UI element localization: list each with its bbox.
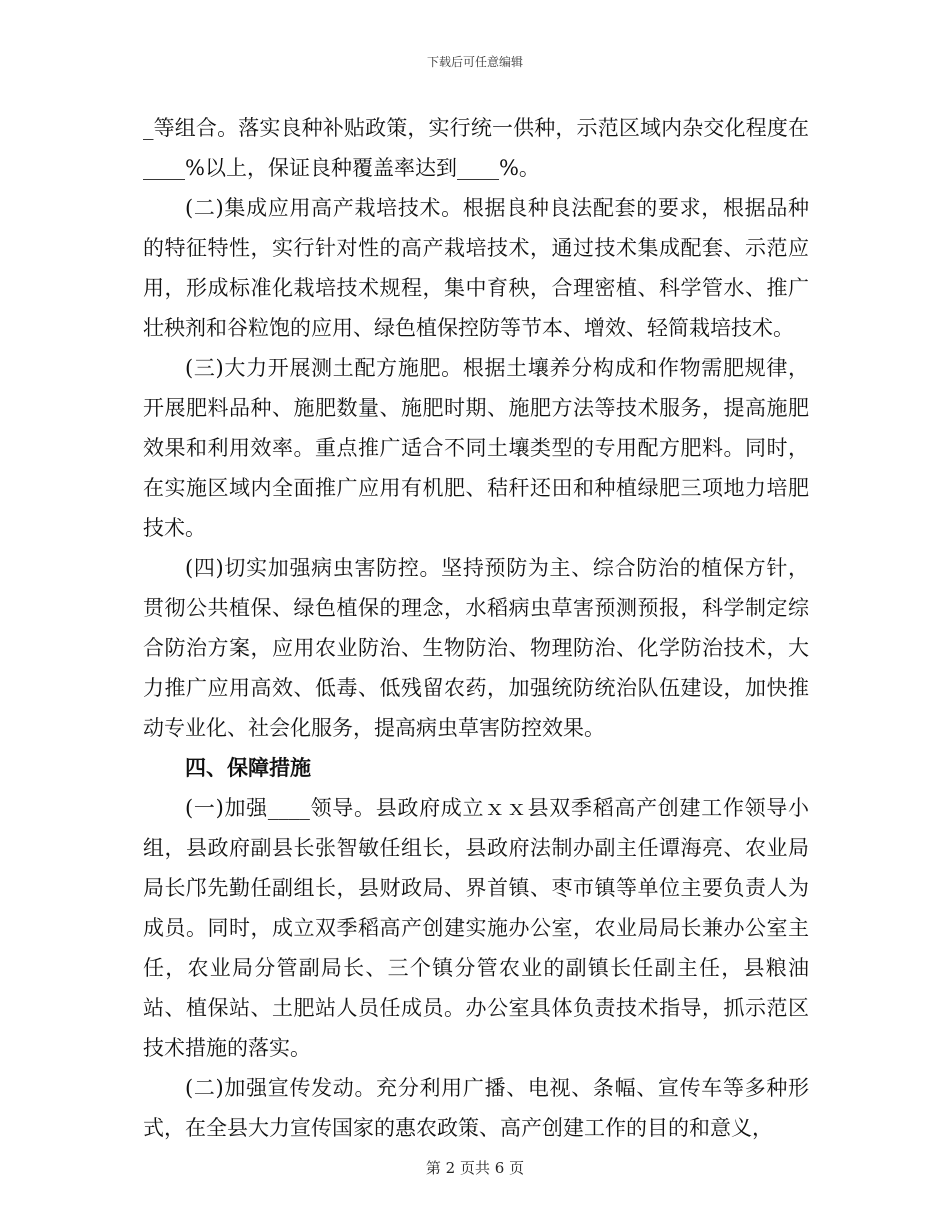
paragraph-section-4: (四)切实加强病虫害防控。坚持预防为主、综合防治的植保方针，贯彻公共植保、绿色植保的理念，水稻病虫草害预测预报，科学制定综合防治方案，应用农业防治、生物防治、物理防治、化学防治技术，大力推广应用高效、低毒、低残留农药，加强统防统治队伍建设，加快推动专业化、社会化服务，提高病虫草害防控效果。: [143, 556, 809, 740]
page-header: 下载后可任意编辑: [426, 55, 523, 69]
paragraph-section-3: (三)大力开展测土配方施肥。根据土壤养分构成和作物需肥规律，开展肥料品种、施肥数量、施肥时期、施肥方法等技术服务，提高施肥效果和利用效率。重点推广适合不同土壤类型的专用配方肥料。同时，在实施区域内全面推广应用有机肥、秸秆还田和种植绿肥三项地力培肥技术。: [143, 356, 809, 540]
paragraph-section-2: (二)集成应用高产栽培技术。根据良种良法配套的要求，根据品种的特征特性，实行针对性的高产栽培技术，通过技术集成配套、示范应用，形成标准化栽培技术规程，集中育秧，合理密植、科学管水、推广壮秧剂和谷粒饱的应用、绿色植保控防等节本、增效、轻简栽培技术。: [143, 196, 809, 340]
document-body: [143, 108, 809, 1148]
paragraph-continuation: _等组合。落实良种补贴政策，实行统一供种，示范区域内杂交化程度在____%以上，保证良种覆盖率达到____%。: [143, 116, 809, 180]
section-heading-safeguards: 四、保障措施: [185, 756, 311, 780]
paragraph-safeguard-2: (二)加强宣传发动。充分利用广播、电视、条幅、宣传车等多种形式，在全县大力宣传国家的惠农政策、高产创建工作的目的和意义，: [143, 1076, 809, 1140]
paragraph-safeguard-1: (一)加强____领导。县政府成立ｘｘ县双季稻高产创建工作领导小组，县政府副县长张智敏任组长，县政府法制办副主任谭海亮、农业局局长邝先勤任副组长，县财政局、界首镇、枣市镇等单位主要负责人为成员。同时，成立双季稻高产创建实施办公室，农业局局长兼办公室主任，农业局分管副局长、三个镇分管农业的副镇长任副主任，县粮油站、植保站、土肥站人员任成员。办公室具体负责技术指导，抓示范区技术措施的落实。: [143, 796, 809, 1060]
page-number: 第 2 页共 6 页: [425, 1159, 525, 1177]
